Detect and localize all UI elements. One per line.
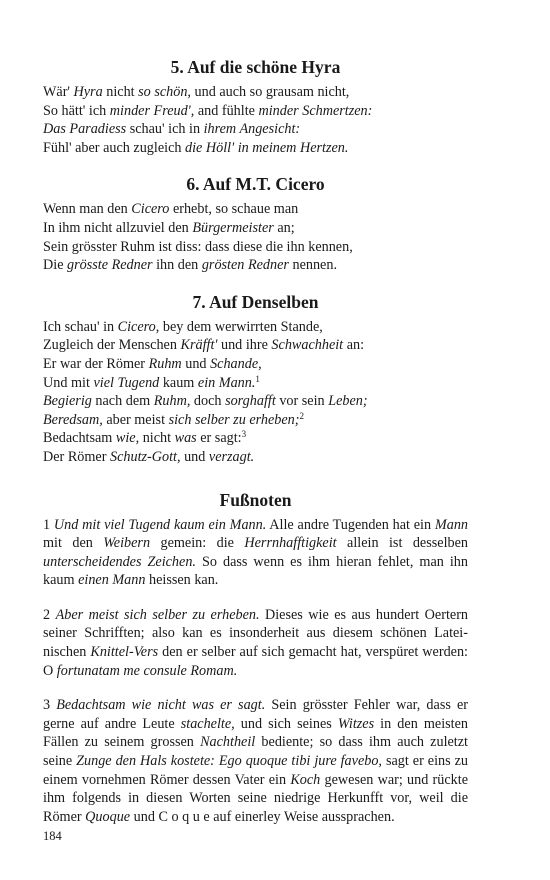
text-run: und xyxy=(180,448,209,465)
text-run: kaum xyxy=(159,374,198,391)
italic-text: ein Mann. xyxy=(197,374,256,391)
italic-text: stachelte, xyxy=(180,715,235,732)
footnote xyxy=(43,606,468,680)
text-run: Er war der Römer xyxy=(43,355,149,372)
text-run: er sagt: xyxy=(196,430,242,447)
italic-text: Beredsam, xyxy=(43,411,103,428)
italic-text: Schande, xyxy=(210,355,262,372)
poem-sections xyxy=(43,56,468,467)
italic-text: Knittel-Vers xyxy=(90,644,159,661)
poem-title: 5. Auf die schöne Hyra xyxy=(170,57,341,77)
text-run: an: xyxy=(343,337,365,354)
italic-text: Das Paradiess xyxy=(43,121,127,138)
poem-section xyxy=(43,173,468,274)
poem-body xyxy=(43,83,468,157)
italic-text: Bürgermeister xyxy=(192,219,274,236)
italic-text: Weibern xyxy=(103,535,151,552)
italic-text: Kräfft' xyxy=(180,337,218,354)
italic-text: Begierig xyxy=(43,393,92,410)
italic-text: sorghafft xyxy=(225,393,276,410)
poem-line xyxy=(43,392,468,411)
poem-line xyxy=(43,411,468,430)
poem-line xyxy=(43,429,468,448)
italic-text: Aber meist sich selber zu erheben. xyxy=(55,606,260,623)
text-run: bediente; so dass ihm auch zuletzt seine xyxy=(43,734,468,770)
text-run: Fühl' aber auch zugleich xyxy=(43,139,186,156)
italic-text: Ruhm xyxy=(148,355,182,372)
italic-text: Herrnhafftigkeit xyxy=(244,535,337,552)
text-run: aber meist xyxy=(102,411,169,428)
text-run: den er selber auf sich gemacht hat, verspüret werden: O xyxy=(43,644,468,679)
italic-text: die Höll' in meinem Hertzen. xyxy=(185,139,349,156)
italic-text: unterscheidendes Zeichen. xyxy=(43,553,196,570)
italic-text: Leben; xyxy=(328,393,368,410)
italic-text: wie, xyxy=(115,430,140,447)
italic-text: Witzes xyxy=(337,715,375,732)
text-run: heissen kan. xyxy=(145,572,219,589)
text-run: sagt er eins zu einem vornehmen Römer dessen Vater ein xyxy=(43,753,468,788)
italic-text: minder Schmertzen: xyxy=(258,102,373,119)
page-number: 184 xyxy=(43,829,62,843)
text-run: nicht xyxy=(102,84,139,100)
text-run: Sein grösster Fehler war, dass er gerne auf andre Leute xyxy=(43,697,469,732)
poem-line xyxy=(43,102,468,121)
italic-text: was xyxy=(174,430,197,447)
poem-body xyxy=(43,318,468,467)
poem-line xyxy=(43,120,468,139)
text-run: und xyxy=(181,355,211,372)
text-run: und sich seines xyxy=(234,715,338,732)
poem-line xyxy=(43,318,468,337)
text-run: 3 xyxy=(43,697,57,714)
text-run: ihn den xyxy=(152,257,202,274)
text-run: nicht xyxy=(139,430,175,447)
poem-line xyxy=(43,448,468,467)
italic-text: Und mit viel Tugend kaum ein Mann. xyxy=(53,516,267,533)
text-run: doch xyxy=(190,393,226,410)
text-run: und C o q u e auf einerley Weise aussprachen. xyxy=(130,808,395,825)
italic-text: Nachtheil xyxy=(200,734,256,751)
poem-line xyxy=(43,238,468,257)
footnote-reference: 1 xyxy=(255,373,260,384)
footnote-reference: 2 xyxy=(299,410,305,421)
text-run: gewesen war; und rückte ihm folgends in diesen Worten seine niedrige Herkunfft vor, weil die Römer xyxy=(43,771,468,825)
italic-text: Bedachtsam wie nicht was er sagt. xyxy=(56,697,266,714)
italic-text: so schön, xyxy=(138,84,191,100)
text-run: 1 xyxy=(43,516,54,533)
text-run: Sein grösster Ruhm ist diss: dass diese die ihn kennen, xyxy=(43,238,353,255)
text-run: nennen. xyxy=(288,257,337,274)
book-page xyxy=(43,56,468,826)
text-run: in den meisten Fällen zu seinem grossen xyxy=(43,715,468,751)
italic-text: grösten Redner xyxy=(201,257,289,274)
text-run: So hätt' ich xyxy=(43,102,110,119)
italic-text: Schutz-Gott, xyxy=(109,448,181,465)
text-run: Und mit xyxy=(43,374,94,391)
italic-text: verzagt. xyxy=(208,448,255,465)
text-run: bey dem werwirrten Stande, xyxy=(159,318,323,335)
text-run: 2 xyxy=(43,606,56,623)
text-run: und ihre xyxy=(217,337,272,354)
italic-text: minder Freud', xyxy=(109,102,195,119)
poem-line xyxy=(43,139,468,158)
text-run: Die xyxy=(43,257,68,274)
poem-line xyxy=(43,336,468,355)
italic-text: Cicero xyxy=(131,201,170,218)
poem-title: 7. Auf Denselben xyxy=(192,291,319,312)
italic-text: Mann xyxy=(434,516,469,533)
footnote xyxy=(43,696,468,826)
poem-line xyxy=(43,200,468,219)
text-run: Ich schau' in xyxy=(43,318,118,335)
poem-section xyxy=(43,56,468,157)
poem-line xyxy=(43,355,468,374)
text-run: Alle andre Tugenden hat ein xyxy=(266,516,435,533)
footnotes-list xyxy=(43,516,468,827)
poem-line xyxy=(43,374,468,393)
footnote xyxy=(43,516,468,590)
text-run: vor sein xyxy=(275,393,329,410)
text-run: an; xyxy=(273,219,295,236)
italic-text: einen Mann xyxy=(78,572,146,589)
text-run: Wär' xyxy=(43,84,74,100)
italic-text: grösste Redner xyxy=(67,257,153,274)
italic-text: Ruhm, xyxy=(153,393,191,410)
italic-text: fortunatam me consule Romam. xyxy=(56,662,238,679)
text-run: Dieses wie es aus hundert Oertern seiner Schrifften; also kan es insonderheit aus diesem schönen Lateinischen xyxy=(43,606,469,661)
italic-text: Koch xyxy=(290,771,321,788)
italic-text: Schwachheit xyxy=(271,337,344,354)
poem-title: 6. Auf M.T. Cicero xyxy=(186,174,325,195)
poem-line xyxy=(43,219,468,238)
italic-text: Hyra xyxy=(73,84,103,100)
text-run: Wenn man den xyxy=(43,201,132,218)
poem-line xyxy=(43,256,468,275)
italic-text: viel Tugend xyxy=(93,374,160,391)
text-run: nach dem xyxy=(91,393,154,410)
text-run: allein ist desselben xyxy=(336,535,468,552)
text-run: mit den xyxy=(43,535,104,552)
text-run: So dass wenn es ihm hieran fehlet, man ihn kaum xyxy=(43,553,468,589)
text-run: gemein: die xyxy=(150,535,245,552)
italic-text: Quoque xyxy=(85,808,131,825)
text-run: Zugleich der Menschen xyxy=(43,337,181,354)
italic-text: Cicero, xyxy=(117,318,160,335)
text-run: schau' ich in xyxy=(126,121,204,138)
text-run: Bedachtsam xyxy=(43,430,116,447)
footnotes-heading: Fußnoten xyxy=(219,489,292,510)
poem-body xyxy=(43,200,468,274)
italic-text: Zunge den Hals kostete: Ego quoque tibi jure favebo, xyxy=(76,753,382,770)
footnote-reference: 3 xyxy=(241,429,247,440)
text-run: und auch so grausam nicht, xyxy=(190,84,350,100)
text-run: In ihm nicht allzuviel den xyxy=(43,219,193,236)
text-run: and fühlte xyxy=(194,102,259,119)
text-run: erhebt, so schaue man xyxy=(169,201,299,218)
poem-section xyxy=(43,291,468,467)
poem-line xyxy=(43,83,468,102)
italic-text: ihrem Angesicht: xyxy=(203,121,301,138)
text-run: Der Römer xyxy=(43,448,110,465)
italic-text: sich selber zu erheben; xyxy=(168,411,300,428)
